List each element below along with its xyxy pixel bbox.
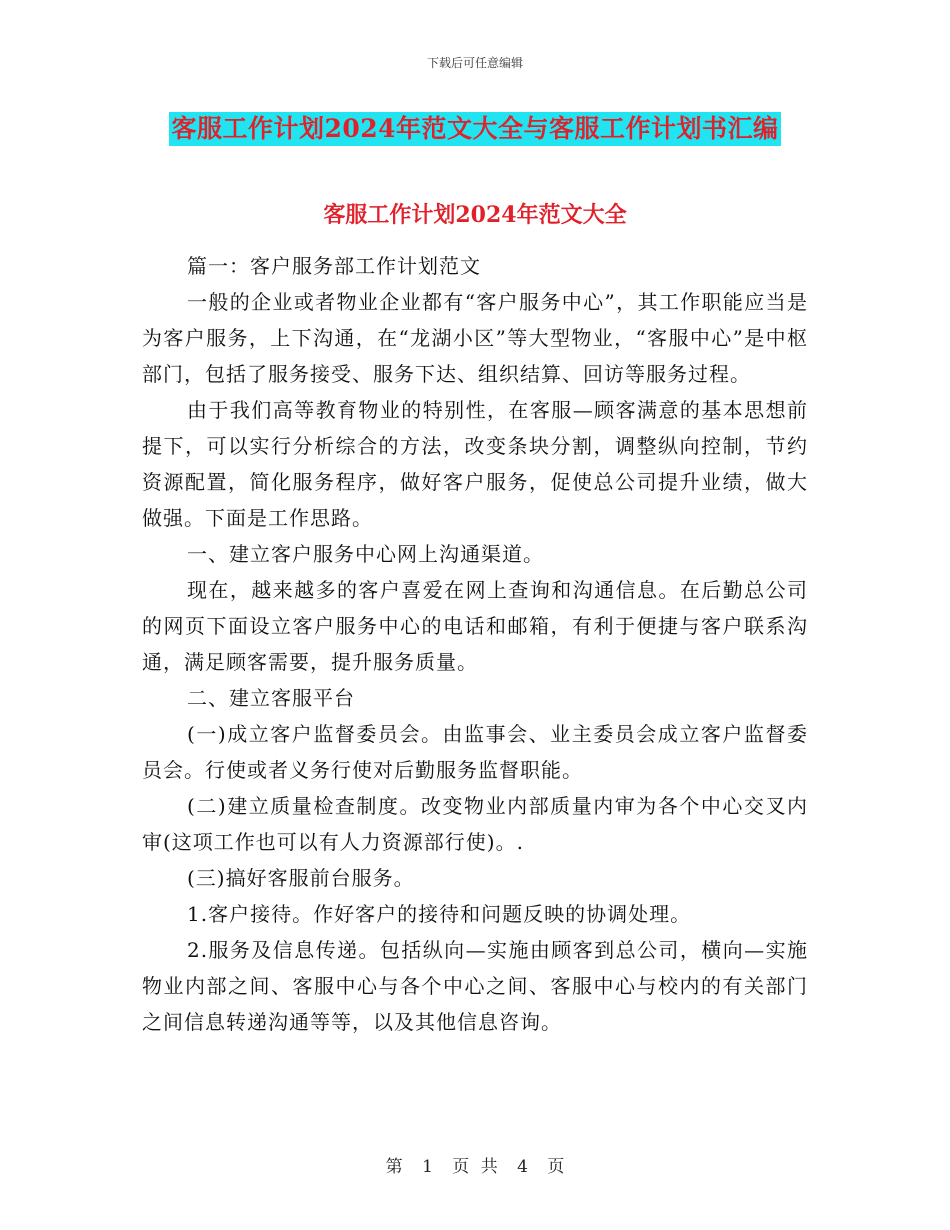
document-body xyxy=(142,248,808,1040)
main-title-container xyxy=(0,112,950,146)
paragraph: 篇一：客户服务部工作计划范文 xyxy=(187,254,481,278)
footer-middle: 页 共 xyxy=(452,1157,498,1177)
footer-total-pages: 4 xyxy=(517,1157,528,1177)
paragraph: (一)成立客户监督委员会。由监事会、业主委员会成立客户监督委员会。行使或者义务行使对后勤服务监督职能。 xyxy=(142,722,808,782)
paragraph: 2.服务及信息传递。包括纵向—实施由顾客到总公司，横向—实施物业内部之间、客服中心与各个中心之间、客服中心与校内的有关部门之间信息转递沟通等等，以及其他信息咨询。 xyxy=(142,938,808,1034)
paragraph: 由于我们高等教育物业的特别性，在客服—顾客满意的基本思想前提下，可以实行分析综合的方法，改变条块分割，调整纵向控制，节约资源配置，简化服务程序，做好客户服务，促使总公司提升业绩，做大做强。下面是工作思路。 xyxy=(142,398,808,530)
paragraph: 1.客户接待。作好客户的接待和问题反映的协调处理。 xyxy=(187,902,692,926)
main-title: 客服工作计划2024年范文大全与客服工作计划书汇编 xyxy=(169,112,780,146)
paragraph: 一般的企业或者物业企业都有“客户服务中心”，其工作职能应当是为客户服务，上下沟通，在“龙湖小区”等大型物业，“客服中心”是中枢部门，包括了服务接受、服务下达、组织结算、回访等服务过程。 xyxy=(142,290,808,386)
page-footer xyxy=(0,1152,950,1177)
paragraph: (二)建立质量检查制度。改变物业内部质量内审为各个中心交叉内审(这项工作也可以有人力资源部行使)。. xyxy=(142,794,808,854)
header-note: 下载后可任意编辑 xyxy=(426,56,523,70)
paragraph: 二、建立客服平台 xyxy=(187,686,355,710)
footer-prefix: 第 xyxy=(385,1157,403,1177)
section-title: 客服工作计划2024年范文大全 xyxy=(323,202,627,228)
paragraph: 一、建立客户服务中心网上沟通渠道。 xyxy=(187,542,544,566)
footer-page-number: 1 xyxy=(422,1157,433,1177)
paragraph: (三)搞好客服前台服务。 xyxy=(187,866,415,890)
footer-suffix: 页 xyxy=(547,1157,565,1177)
paragraph: 现在，越来越多的客户喜爱在网上查询和沟通信息。在后勤总公司的网页下面设立客户服务中心的电话和邮箱，有利于便捷与客户联系沟通，满足顾客需要，提升服务质量。 xyxy=(142,578,808,674)
